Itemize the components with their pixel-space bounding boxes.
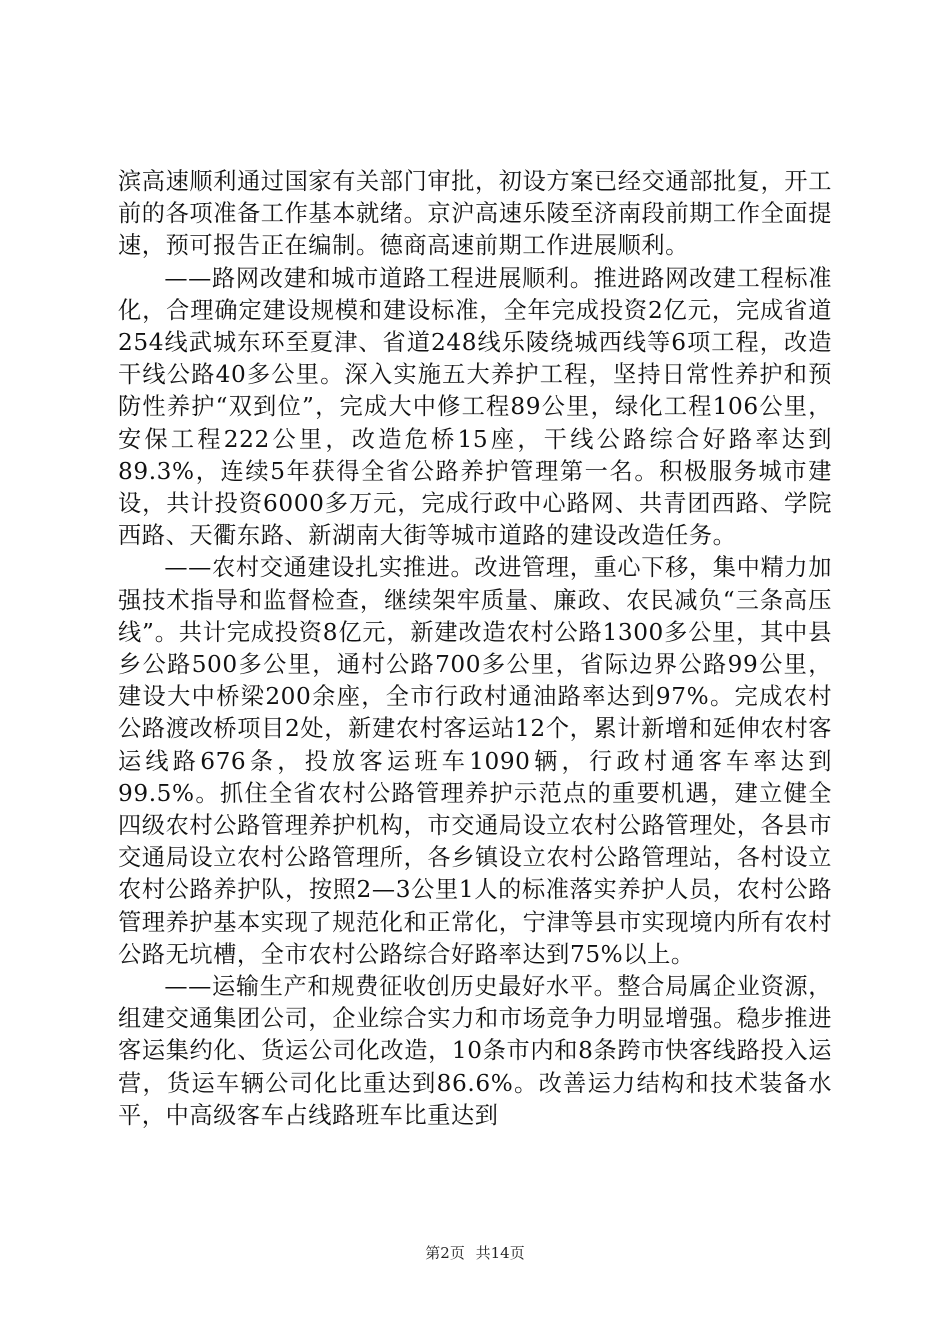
document-body bbox=[118, 166, 832, 1132]
page-number: 第2页 bbox=[425, 1244, 465, 1262]
paragraph-rural-transport: ——农村交通建设扎实推进。改进管理，重心下移，集中精力加强技术指导和监督检查，继续架牢质量、廉政、农民减负“三条高压线”。共计完成投资8亿元，新建改造农村公路1300多公里，其中县乡公路500多公里，通村公路700多公里，省际边界公路99公里，建设大中桥梁200余座，全市行政村通油路率达到97%。完成农村公路渡改桥项目2处，新建农村客运站12个，累计新增和延伸农村客运线路676条，投放客运班车1090辆，行政村通客车率达到99.5%。抓住全省农村公路管理养护示范点的重要机遇，建立健全四级农村公路管理养护机构，市交通局设立农村公路管理处，各县市交通局设立农村公路管理所，各乡镇设立农村公路管理站，各村设立农村公路养护队，按照2—3公里1人的标准落实养护人员，农村公路管理养护基本实现了规范化和正常化，宁津等县市实现境内所有农村公路无坑槽，全市农村公路综合好路率达到75%以上。 bbox=[118, 554, 832, 968]
paragraph-road-network: ——路网改建和城市道路工程进展顺利。推进路网改建工程标准化，合理确定建设规模和建设标准，全年完成投资2亿元，完成省道254线武城东环至夏津、省道248线乐陵绕城西线等6项工程，改造干线公路40多公里。深入实施五大养护工程，坚持日常性养护和预防性养护“双到位”，完成大中修工程89公里，绿化工程106公里，安保工程222公里，改造危桥15座，干线公路综合好路率达到89.3%，连续5年获得全省公路养护管理第一名。积极服务城市建设，共计投资6000多万元，完成行政中心路网、共青团西路、学院西路、天衢东路、新湖南大街等城市道路的建设改造任务。 bbox=[118, 264, 832, 550]
paragraph-continuation: 滨高速顺利通过国家有关部门审批，初设方案已经交通部批复，开工前的各项准备工作基本就绪。京沪高速乐陵至济南段前期工作全面提速，预可报告正在编制。德商高速前期工作进展顺利。 bbox=[118, 168, 832, 260]
paragraph-transport-production: ——运输生产和规费征收创历史最好水平。整合局属企业资源，组建交通集团公司，企业综合实力和市场竞争力明显增强。稳步推进客运集约化、货运公司化改造，10条市内和8条跨市快客线路投入运营，货运车辆公司化比重达到86.6%。改善运力结构和技术装备水平，中高级客车占线路班车比重达到 bbox=[118, 973, 832, 1129]
page-footer bbox=[0, 1242, 950, 1263]
page-total: 共14页 bbox=[475, 1244, 525, 1262]
